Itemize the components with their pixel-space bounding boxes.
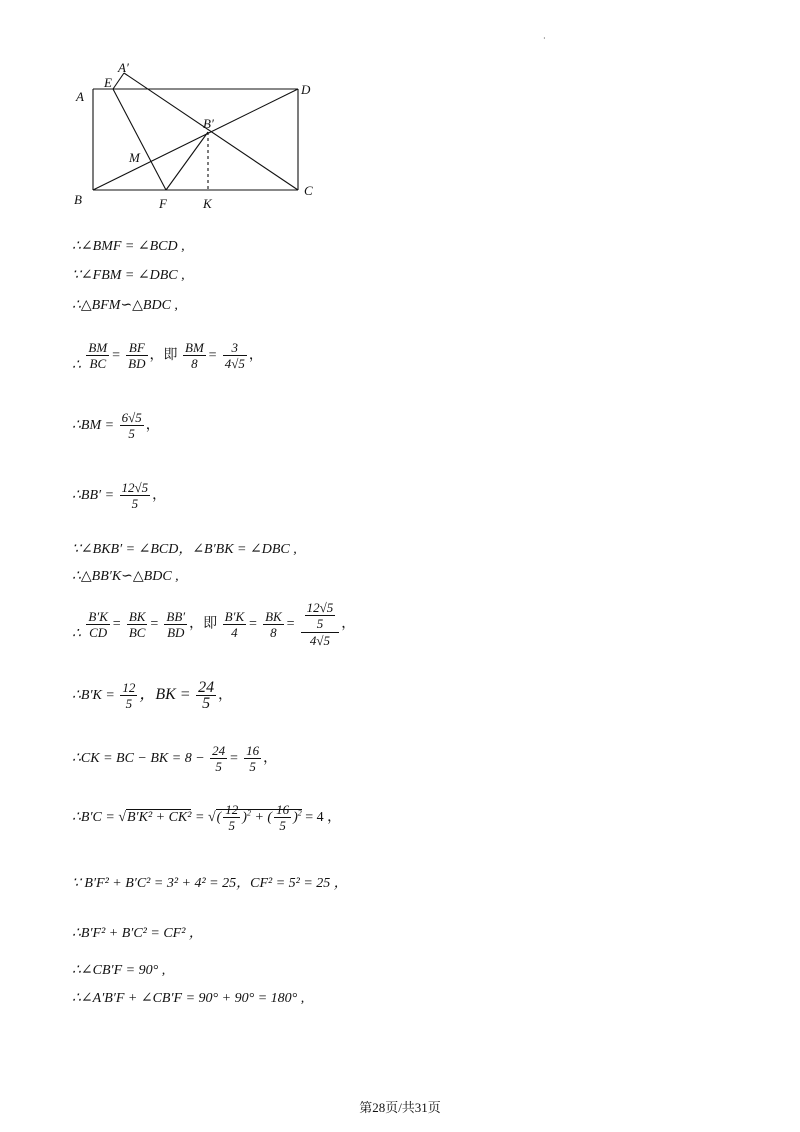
fraction: $\frac{24}{5}$ [198, 679, 215, 712]
fraction: $\frac{3}{4√5}$ [224, 340, 245, 371]
corner-mark: · [543, 34, 546, 43]
fraction: $\frac{BF}{BD}$ [128, 340, 146, 371]
label-E: E [104, 75, 112, 90]
line-1: ∴∠BMF = ∠BCD , [72, 239, 185, 254]
line-15: ∴∠CB′F = 90° , [72, 963, 166, 978]
label-C: C [304, 183, 313, 198]
sqrt-expression: B′K² + CK² [127, 810, 192, 826]
rectangle-diagram [66, 56, 326, 216]
line-9: ∴ $\frac{B'K}{CD}$ = $\frac{BK}{BC}$ = $\frac{BB'}{BD}$ ，即 $\frac{B'K}{4}$ = $\frac{BK}{8}$ = $\frac{\frac{12√5}{5}}{4√5}$ ， [72, 600, 356, 648]
label-B: B [74, 192, 82, 207]
fraction: $\frac{12√5}{5}$ [121, 480, 149, 511]
page-footer: 第28页/共31页 [359, 1100, 441, 1115]
line-4: ∴ $\frac{BM}{BC}$ = $\frac{BF}{BD}$ ，即 $\frac{BM}{8}$ = $\frac{3}{4√5}$ ， [72, 340, 263, 374]
label-M: M [129, 150, 140, 165]
label-Aprime: A′ [118, 60, 129, 75]
sqrt-fractions: ( $\frac{12}{5}$ )$^2$ + ( $\frac{16}{5}$ )$^2$ [216, 802, 302, 833]
fraction: $\frac{24}{5}$ [212, 743, 226, 774]
fraction: $\frac{BM}{8}$ [185, 340, 204, 371]
line-8: ∴△BB′K∽△BDC , [72, 569, 179, 584]
line-6: ∴BB′ = $\frac{12√5}{5}$ ， [72, 480, 167, 511]
fraction: $\frac{BK}{8}$ [265, 608, 282, 640]
line-10: ∴B′K = $\frac{12}{5}$ ，BK = $\frac{24}{5}$ ， [72, 679, 233, 712]
fraction: $\frac{B'K}{CD}$ [88, 608, 108, 640]
line-13: ∵ B′F² + B′C² = 3² + 4² = 25，CF² = 5² = 25 ， [72, 876, 348, 891]
label-A: A [76, 89, 84, 104]
line-11: ∴CK = BC − BK = 8 − $\frac{24}{5}$ = $\frac{16}{5}$ ， [72, 743, 278, 774]
label-Bprime: B′ [203, 116, 214, 131]
line-16: ∴∠A′B′F + ∠CB′F = 90° + 90° = 180° , [72, 991, 305, 1006]
line-2: ∵∠FBM = ∠DBC , [72, 268, 185, 283]
geometry-figure [66, 56, 326, 221]
nested-fraction: $\frac{\frac{12√5}{5}}{4√5}$ [301, 600, 340, 649]
line-14: ∴B′F² + B′C² = CF² ， [72, 926, 203, 941]
line-5: ∴BM = $\frac{6√5}{5}$ ， [72, 410, 160, 441]
therefore: ∴ [72, 358, 81, 374]
line-7: ∵∠BKB′ = ∠BCD，∠B′BK = ∠DBC , [72, 542, 297, 557]
fraction: $\frac{BM}{BC}$ [88, 340, 108, 371]
label-F: F [159, 196, 167, 211]
fraction: $\frac{BB'}{BD}$ [166, 608, 186, 640]
fraction: $\frac{BK}{BC}$ [128, 608, 146, 640]
line-12: ∴B′C = √B′K² + CK² = √( $\frac{12}{5}$ )$^2$ + ( $\frac{16}{5}$ )$^2$ = 4 ， [72, 802, 342, 833]
label-D: D [301, 82, 311, 97]
label-K: K [203, 196, 212, 211]
fraction: $\frac{B'K}{4}$ [224, 608, 245, 640]
fraction: $\frac{16}{5}$ [246, 743, 260, 774]
fraction: $\frac{12}{5}$ [122, 680, 136, 711]
line-3: ∴△BFM∽△BDC , [72, 298, 178, 313]
fraction: $\frac{6√5}{5}$ [121, 410, 142, 441]
